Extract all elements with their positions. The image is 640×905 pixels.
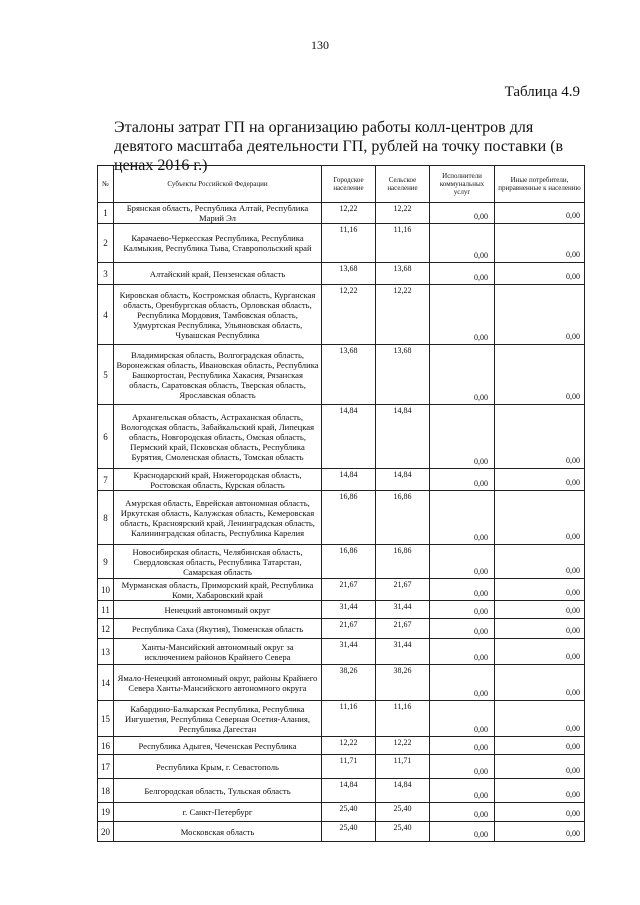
table-row	[98, 491, 585, 545]
row-other-value: 0,00	[495, 469, 585, 491]
table-row	[98, 285, 585, 345]
table-row	[98, 545, 585, 579]
table-row	[98, 737, 585, 755]
header-utilities: Исполнители коммунальных услуг	[430, 166, 495, 203]
row-subject: Московская область	[114, 822, 322, 842]
row-city-value: 14,84	[322, 469, 376, 491]
row-other-value: 0,00	[495, 619, 585, 639]
row-utilities-value: 0,00	[430, 285, 495, 345]
row-utilities-value: 0,00	[430, 545, 495, 579]
row-number: 11	[98, 601, 114, 619]
row-rural-value: 25,40	[376, 803, 430, 822]
row-city-value: 11,16	[322, 701, 376, 737]
row-other-value: 0,00	[495, 779, 585, 803]
header-rural: Сельское население	[376, 166, 430, 203]
row-subject: Республика Адыгея, Чеченская Республика	[114, 737, 322, 755]
row-number: 19	[98, 803, 114, 822]
row-other-value: 0,00	[495, 639, 585, 665]
row-subject: г. Санкт-Петербург	[114, 803, 322, 822]
row-utilities-value: 0,00	[430, 491, 495, 545]
row-rural-value: 25,40	[376, 822, 430, 842]
row-utilities-value: 0,00	[430, 469, 495, 491]
row-rural-value: 11,16	[376, 224, 430, 263]
row-number: 8	[98, 491, 114, 545]
row-subject: Белгородская область, Тульская область	[114, 779, 322, 803]
row-utilities-value: 0,00	[430, 263, 495, 285]
row-utilities-value: 0,00	[430, 639, 495, 665]
table-row	[98, 579, 585, 601]
cost-table	[97, 165, 585, 842]
row-subject: Амурская область, Еврейская автономная область, Иркутская область, Калужская область, Кемеровская область, Красноярский край, Ленинградская область, Калининградская область, Республика Карелия	[114, 491, 322, 545]
row-city-value: 11,16	[322, 224, 376, 263]
table-row	[98, 639, 585, 665]
row-rural-value: 12,22	[376, 203, 430, 224]
table-row	[98, 224, 585, 263]
table-label: Таблица 4.9	[504, 84, 580, 100]
row-rural-value: 11,16	[376, 701, 430, 737]
table-row	[98, 345, 585, 405]
row-rural-value: 21,67	[376, 579, 430, 601]
row-number: 5	[98, 345, 114, 405]
table-row	[98, 803, 585, 822]
row-number: 15	[98, 701, 114, 737]
row-other-value: 0,00	[495, 601, 585, 619]
row-number: 9	[98, 545, 114, 579]
row-subject: Ненецкий автономный округ	[114, 601, 322, 619]
row-city-value: 16,86	[322, 545, 376, 579]
header-other: Иные потребители, приравненные к населению	[495, 166, 585, 203]
table-row	[98, 601, 585, 619]
row-utilities-value: 0,00	[430, 579, 495, 601]
row-utilities-value: 0,00	[430, 224, 495, 263]
row-rural-value: 38,26	[376, 665, 430, 701]
row-number: 6	[98, 405, 114, 469]
row-rural-value: 12,22	[376, 285, 430, 345]
row-city-value: 12,22	[322, 285, 376, 345]
row-rural-value: 21,67	[376, 619, 430, 639]
row-rural-value: 14,84	[376, 469, 430, 491]
row-number: 1	[98, 203, 114, 224]
header-number: №	[98, 166, 114, 203]
row-city-value: 31,44	[322, 639, 376, 665]
table-row	[98, 263, 585, 285]
row-city-value: 13,68	[322, 345, 376, 405]
row-other-value: 0,00	[495, 224, 585, 263]
table-row	[98, 822, 585, 842]
row-number: 18	[98, 779, 114, 803]
row-utilities-value: 0,00	[430, 701, 495, 737]
row-rural-value: 31,44	[376, 639, 430, 665]
row-utilities-value: 0,00	[430, 779, 495, 803]
row-other-value: 0,00	[495, 701, 585, 737]
row-rural-value: 31,44	[376, 601, 430, 619]
table-row	[98, 469, 585, 491]
row-other-value: 0,00	[495, 737, 585, 755]
document-title: Эталоны затрат ГП на организацию работы колл-центров для девятого масштаба деятельности ГП, рублей на точку поставки (в ценах 2016 г.)	[114, 119, 564, 174]
row-number: 3	[98, 263, 114, 285]
row-other-value: 0,00	[495, 755, 585, 779]
row-rural-value: 13,68	[376, 263, 430, 285]
row-subject: Кабардино-Балкарская Республика, Республика Ингушетия, Республика Северная Осетия-Алания, Республика Дагестан	[114, 701, 322, 737]
row-utilities-value: 0,00	[430, 803, 495, 822]
row-utilities-value: 0,00	[430, 601, 495, 619]
row-other-value: 0,00	[495, 203, 585, 224]
row-city-value: 14,84	[322, 405, 376, 469]
row-rural-value: 12,22	[376, 737, 430, 755]
row-utilities-value: 0,00	[430, 665, 495, 701]
row-subject: Владимирская область, Волгоградская область, Воронежская область, Ивановская область, Республика Башкортостан, Республика Хакасия, Рязанская область, Саратовская область, Тверская область, Ярославская область	[114, 345, 322, 405]
row-subject: Республика Саха (Якутия), Тюменская область	[114, 619, 322, 639]
row-rural-value: 16,86	[376, 545, 430, 579]
row-utilities-value: 0,00	[430, 345, 495, 405]
row-city-value: 12,22	[322, 203, 376, 224]
row-utilities-value: 0,00	[430, 822, 495, 842]
row-subject: Новосибирская область, Челябинская область, Свердловская область, Республика Татарстан, Самарская область	[114, 545, 322, 579]
header-city: Городское население	[322, 166, 376, 203]
row-utilities-value: 0,00	[430, 203, 495, 224]
row-city-value: 25,40	[322, 822, 376, 842]
row-subject: Республика Крым, г. Севастополь	[114, 755, 322, 779]
row-number: 2	[98, 224, 114, 263]
row-number: 20	[98, 822, 114, 842]
row-number: 7	[98, 469, 114, 491]
row-number: 4	[98, 285, 114, 345]
row-rural-value: 16,86	[376, 491, 430, 545]
row-number: 13	[98, 639, 114, 665]
table-row	[98, 665, 585, 701]
row-other-value: 0,00	[495, 665, 585, 701]
row-city-value: 12,22	[322, 737, 376, 755]
row-other-value: 0,00	[495, 803, 585, 822]
row-subject: Брянская область, Республика Алтай, Республика Марий Эл	[114, 203, 322, 224]
table-row	[98, 619, 585, 639]
row-subject: Карачаево-Черкесская Республика, Республика Калмыкия, Республика Тыва, Ставропольский край	[114, 224, 322, 263]
table-row	[98, 755, 585, 779]
table-row	[98, 779, 585, 803]
row-number: 10	[98, 579, 114, 601]
table-header-row	[98, 166, 585, 203]
row-subject: Кировская область, Костромская область, Курганская область, Оренбургская область, Орловская область, Республика Мордовия, Тамбовская область, Удмуртская Республика, Ульяновская область, Чувашская Республика	[114, 285, 322, 345]
row-rural-value: 13,68	[376, 345, 430, 405]
row-city-value: 14,84	[322, 779, 376, 803]
row-other-value: 0,00	[495, 345, 585, 405]
row-subject: Ханты-Мансийский автономный округ за исключением районов Крайнего Севера	[114, 639, 322, 665]
row-utilities-value: 0,00	[430, 737, 495, 755]
row-city-value: 13,68	[322, 263, 376, 285]
row-other-value: 0,00	[495, 285, 585, 345]
table-row	[98, 405, 585, 469]
page-number: 130	[311, 38, 329, 52]
row-subject: Мурманская область, Приморский край, Республика Коми, Хабаровский край	[114, 579, 322, 601]
row-utilities-value: 0,00	[430, 755, 495, 779]
row-city-value: 25,40	[322, 803, 376, 822]
row-rural-value: 11,71	[376, 755, 430, 779]
row-other-value: 0,00	[495, 263, 585, 285]
row-subject: Краснодарский край, Нижегородская область, Ростовская область, Курская область	[114, 469, 322, 491]
row-number: 17	[98, 755, 114, 779]
row-rural-value: 14,84	[376, 779, 430, 803]
row-city-value: 31,44	[322, 601, 376, 619]
table-body	[98, 203, 585, 842]
row-number: 12	[98, 619, 114, 639]
table-row	[98, 203, 585, 224]
row-other-value: 0,00	[495, 579, 585, 601]
row-city-value: 11,71	[322, 755, 376, 779]
row-city-value: 21,67	[322, 579, 376, 601]
row-subject: Алтайский край, Пензенская область	[114, 263, 322, 285]
row-number: 16	[98, 737, 114, 755]
row-rural-value: 14,84	[376, 405, 430, 469]
header-subjects: Субъекты Российской Федерации	[114, 166, 322, 203]
row-utilities-value: 0,00	[430, 619, 495, 639]
row-city-value: 21,67	[322, 619, 376, 639]
row-number: 14	[98, 665, 114, 701]
row-utilities-value: 0,00	[430, 405, 495, 469]
row-city-value: 16,86	[322, 491, 376, 545]
row-other-value: 0,00	[495, 822, 585, 842]
table-row	[98, 701, 585, 737]
row-other-value: 0,00	[495, 491, 585, 545]
row-subject: Архангельская область, Астраханская область, Вологодская область, Забайкальский край, Липецкая область, Новгородская область, Омская область, Пермский край, Псковская область, Республика Бурятия, Смоленская область, Томская область	[114, 405, 322, 469]
row-other-value: 0,00	[495, 545, 585, 579]
row-other-value: 0,00	[495, 405, 585, 469]
row-subject: Ямало-Ненецкий автономный округ, районы Крайнего Севера Ханты-Мансийского автономного округа	[114, 665, 322, 701]
row-city-value: 38,26	[322, 665, 376, 701]
